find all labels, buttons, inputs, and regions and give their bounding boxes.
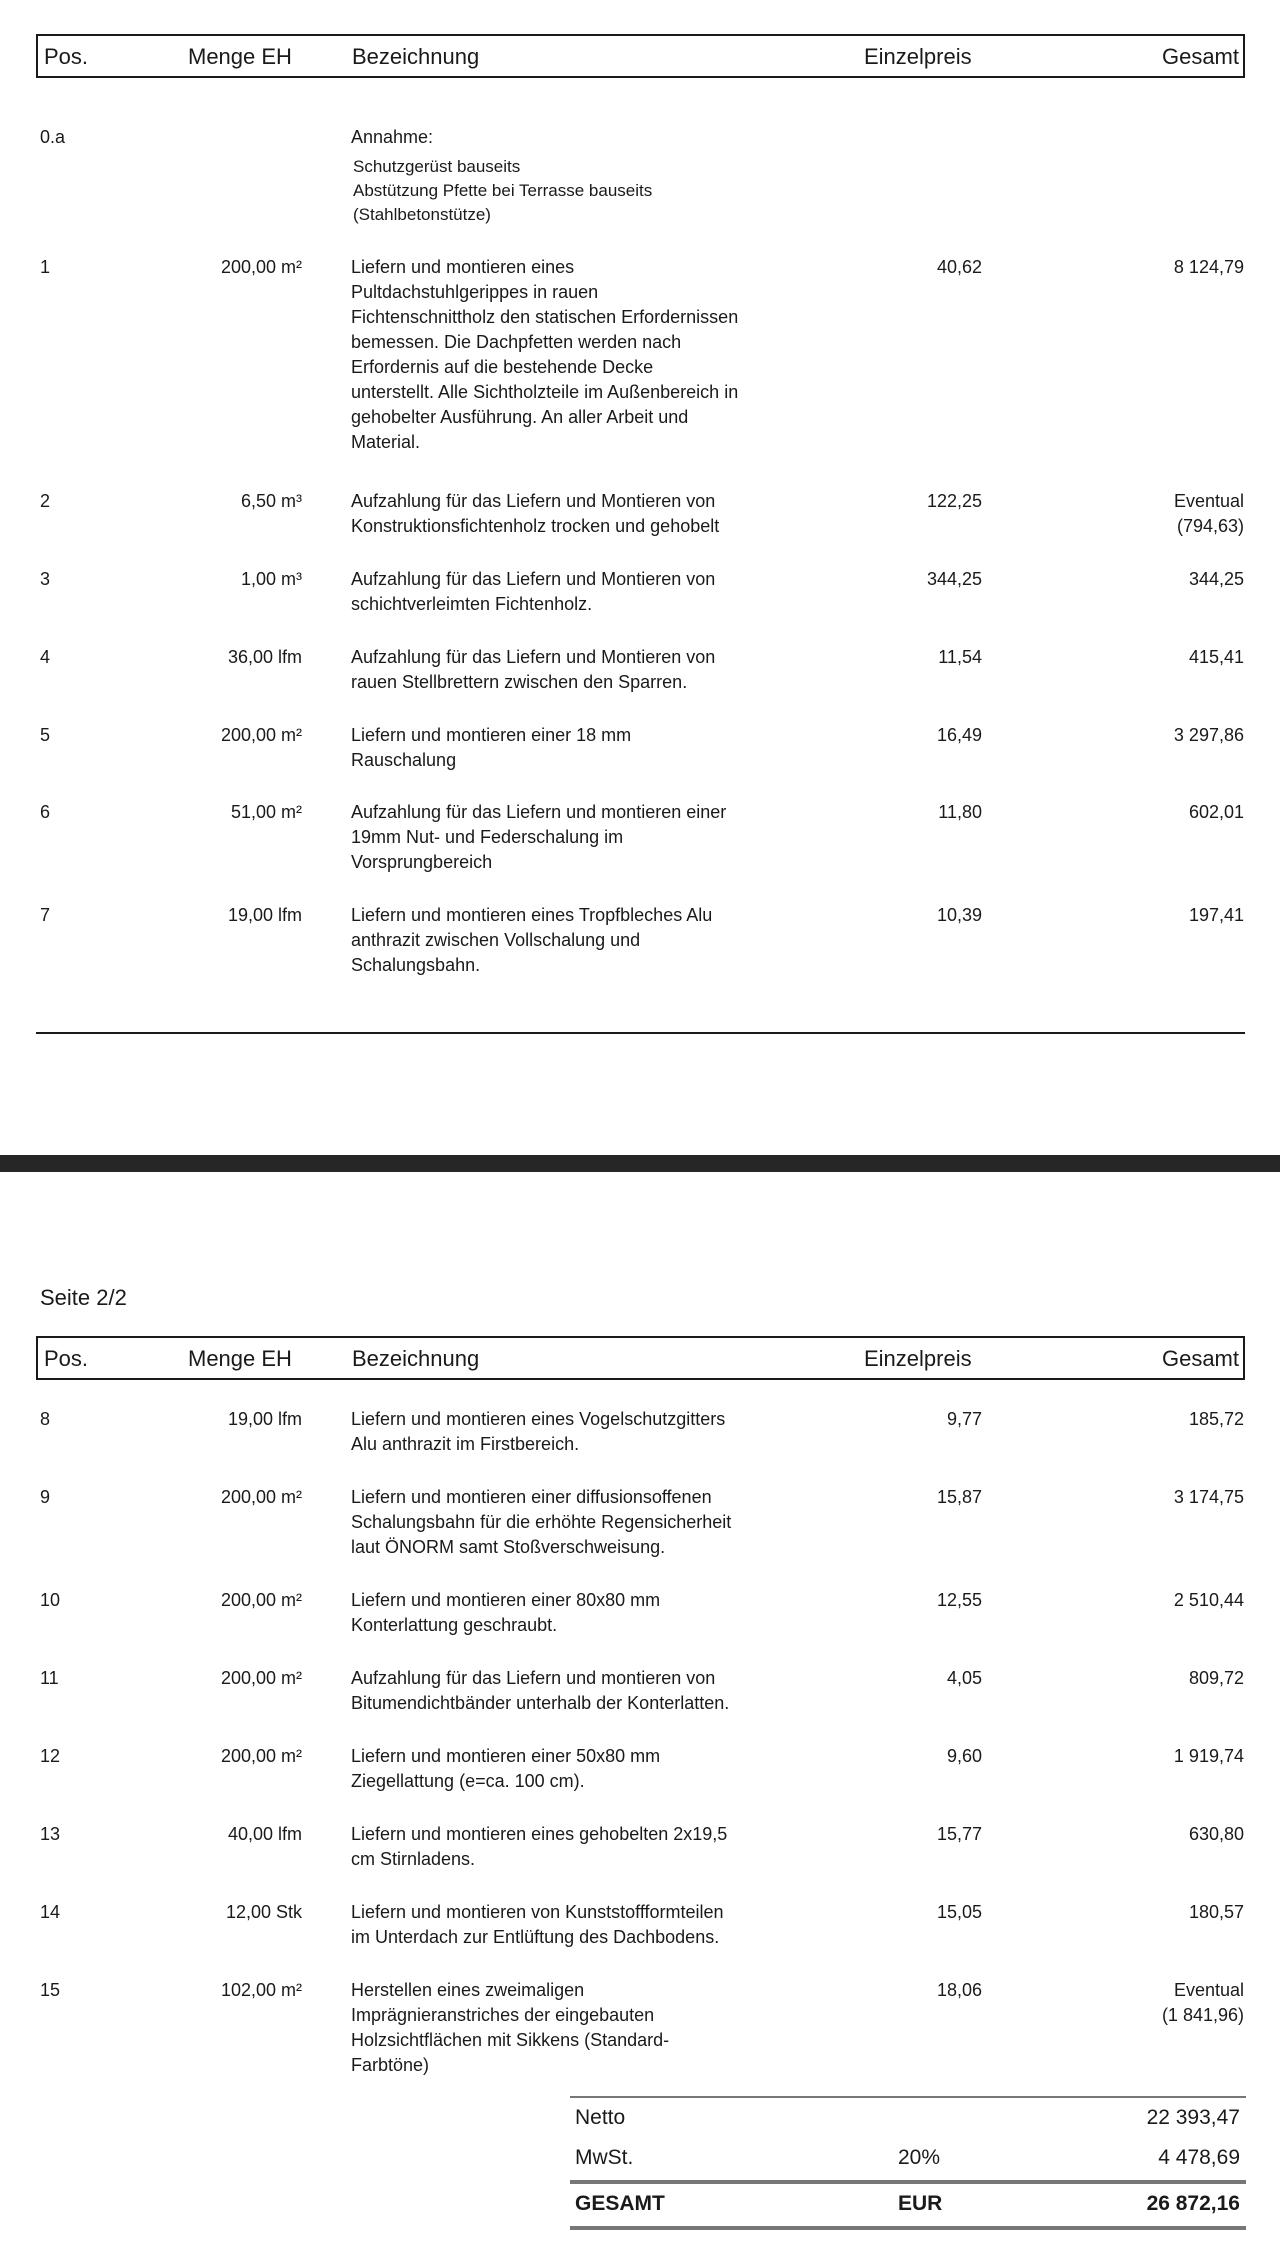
header-gesamt: Gesamt xyxy=(1161,44,1239,69)
row-quantity: 12,00 Stk xyxy=(225,1902,302,1922)
row-quantity: 36,00 lfm xyxy=(227,647,302,667)
row-total: 809,72 xyxy=(1188,1668,1244,1688)
row-unit-price: 122,25 xyxy=(926,491,982,511)
row-quantity: 200,00 m² xyxy=(220,1668,302,1688)
row-pos: 14 xyxy=(40,1902,61,1922)
row-description: Liefern und montieren einer diffusionsoffenen Schalungsbahn für die erhöhte Regensicherheit laut ÖNORM samt Stoßverschweisung. xyxy=(351,1487,732,1557)
row-quantity: 200,00 m² xyxy=(220,1746,302,1766)
row-unit-price: 15,87 xyxy=(936,1487,982,1507)
row-pos: 15 xyxy=(40,1980,61,2000)
row-unit-price: 9,77 xyxy=(946,1409,982,1429)
row-unit-price: 18,06 xyxy=(936,1980,982,2000)
row-total: Eventual (1 841,96) xyxy=(1161,1980,1244,2025)
row-unit-price: 11,80 xyxy=(938,802,982,822)
row-pos: 12 xyxy=(40,1746,61,1766)
row-unit-price: 40,62 xyxy=(936,257,982,277)
row-quantity: 200,00 m² xyxy=(220,257,302,277)
row-description: Aufzahlung für das Liefern und Montieren von schichtverleimten Fichtenholz. xyxy=(351,569,716,614)
row-total: 630,80 xyxy=(1188,1824,1244,1844)
row-quantity: 19,00 lfm xyxy=(227,1409,302,1429)
row-unit-price: 9,60 xyxy=(946,1746,982,1766)
row-description: Liefern und montieren eines Pultdachstuhlgerippes in rauen Fichtenschnittholz den statischen Erfordernissen bemessen. Die Dachpfetten werden nach Erfordernis auf die bestehende Decke unterstellt. Alle Sichtholzteile im Außenbereich in gehobelter Ausführung. An aller Arbeit und Material. xyxy=(351,257,739,452)
row-description: Aufzahlung für das Liefern und montieren von Bitumendichtbänder unterhalb der Konterlatten. xyxy=(351,1668,730,1713)
gesamt-row xyxy=(570,2184,1246,2224)
row-total: 602,01 xyxy=(1188,802,1244,822)
header-einzelpreis: Einzelpreis xyxy=(864,44,972,69)
row-description-notes: Schutzgerüst bauseits Abstützung Pfette bei Terrasse bauseits (Stahlbetonstütze) xyxy=(353,157,653,224)
mwst-value: 4 478,69 xyxy=(1158,2146,1240,2169)
netto-row xyxy=(570,2098,1246,2138)
row-total: 3 174,75 xyxy=(1173,1487,1244,1507)
row-description: Liefern und montieren eines Vogelschutzgitters Alu anthrazit im Firstbereich. xyxy=(351,1409,726,1454)
row-total: 2 510,44 xyxy=(1173,1590,1244,1610)
row-quantity: 19,00 lfm xyxy=(227,905,302,925)
row-unit-price: 10,39 xyxy=(936,905,982,925)
page-bottom-rule xyxy=(36,1032,1245,1034)
row-description: Herstellen eines zweimaligen Imprägnieranstriches der eingebauten Holzsichtflächen mit Sikkens (Standard- Farbtöne) xyxy=(351,1980,670,2075)
row-pos: 13 xyxy=(40,1824,61,1844)
header-pos: Pos. xyxy=(44,44,89,69)
row-pos: 11 xyxy=(40,1668,59,1688)
row-description: Liefern und montieren einer 50x80 mm Ziegellattung (e=ca. 100 cm). xyxy=(351,1746,661,1791)
row-total: 3 297,86 xyxy=(1173,725,1244,745)
row-total: 344,25 xyxy=(1188,569,1244,589)
row-quantity: 40,00 lfm xyxy=(227,1824,302,1844)
table-header xyxy=(36,34,1245,78)
mwst-label: MwSt. xyxy=(575,2146,634,2169)
row-pos: 10 xyxy=(40,1590,61,1610)
row-quantity: 6,50 m³ xyxy=(240,491,302,511)
row-pos: 5 xyxy=(40,725,51,745)
row-description: Liefern und montieren von Kunststoffformteilen im Unterdach zur Entlüftung des Dachbodens. xyxy=(351,1902,724,1947)
row-pos: 6 xyxy=(40,802,51,822)
row-unit-price: 15,77 xyxy=(936,1824,982,1844)
row-description: Aufzahlung für das Liefern und Montieren von Konstruktionsfichtenholz trocken und gehobelt xyxy=(351,491,720,536)
row-total: 8 124,79 xyxy=(1173,257,1244,277)
gesamt-currency: EUR xyxy=(898,2192,943,2215)
row-description: Liefern und montieren einer 80x80 mm Konterlattung geschraubt. xyxy=(351,1590,661,1635)
row-total: 415,41 xyxy=(1188,647,1244,667)
row-quantity: 102,00 m² xyxy=(220,1980,302,2000)
header-menge: Menge EH xyxy=(188,1346,292,1371)
header-bezeichnung: Bezeichnung xyxy=(352,44,480,69)
gesamt-value: 26 872,16 xyxy=(1146,2192,1240,2215)
row-unit-price: 11,54 xyxy=(938,647,982,667)
row-pos: 9 xyxy=(40,1487,51,1507)
row-unit-price: 4,05 xyxy=(946,1668,982,1688)
row-pos: 4 xyxy=(40,647,51,667)
row-total: 185,72 xyxy=(1188,1409,1244,1429)
row-description xyxy=(351,125,851,227)
row-description: Liefern und montieren einer 18 mm Rauschalung xyxy=(351,725,632,770)
row-quantity: 51,00 m² xyxy=(230,802,302,822)
row-description: Liefern und montieren eines gehobelten 2x19,5 cm Stirnladens. xyxy=(351,1824,728,1869)
row-quantity: 200,00 m² xyxy=(220,1590,302,1610)
row-total: 1 919,74 xyxy=(1173,1746,1244,1766)
row-total: 180,57 xyxy=(1188,1902,1244,1922)
row-description: Liefern und montieren eines Tropfbleches Alu anthrazit zwischen Vollschalung und Schalungsbahn. xyxy=(351,905,713,975)
mwst-rate: 20% xyxy=(898,2146,941,2169)
row-pos: 3 xyxy=(40,569,51,589)
row-description-title: Annahme: xyxy=(351,127,434,147)
row-pos: 7 xyxy=(40,905,51,925)
row-unit-price: 16,49 xyxy=(936,725,982,745)
gesamt-label: GESAMT xyxy=(575,2192,665,2215)
table-header xyxy=(36,1336,1245,1380)
page-separator xyxy=(0,1155,1280,1172)
row-unit-price: 344,25 xyxy=(926,569,982,589)
totals-bottom-rule xyxy=(570,2226,1246,2230)
header-menge: Menge EH xyxy=(188,44,292,69)
row-unit-price: 15,05 xyxy=(936,1902,982,1922)
page-number: Seite 2/2 xyxy=(40,1285,127,1310)
row-quantity: 200,00 m² xyxy=(220,1487,302,1507)
row-total: Eventual (794,63) xyxy=(1173,491,1244,536)
header-einzelpreis: Einzelpreis xyxy=(864,1346,972,1371)
header-bezeichnung: Bezeichnung xyxy=(352,1346,480,1371)
row-unit-price: 12,55 xyxy=(936,1590,982,1610)
row-description: Aufzahlung für das Liefern und Montieren von rauen Stellbrettern zwischen den Sparren. xyxy=(351,647,716,692)
mwst-row xyxy=(570,2138,1246,2178)
row-description: Aufzahlung für das Liefern und montieren einer 19mm Nut- und Federschalung im Vorsprungbereich xyxy=(351,802,727,872)
row-quantity: 1,00 m³ xyxy=(240,569,302,589)
row-pos: 0.a xyxy=(40,127,66,147)
row-pos: 8 xyxy=(40,1409,51,1429)
row-pos: 2 xyxy=(40,491,51,511)
row-quantity: 200,00 m² xyxy=(220,725,302,745)
header-gesamt: Gesamt xyxy=(1161,1346,1239,1371)
header-pos: Pos. xyxy=(44,1346,89,1371)
row-pos: 1 xyxy=(40,257,51,277)
row-total: 197,41 xyxy=(1188,905,1244,925)
netto-label: Netto xyxy=(575,2106,626,2129)
netto-value: 22 393,47 xyxy=(1146,2106,1240,2129)
